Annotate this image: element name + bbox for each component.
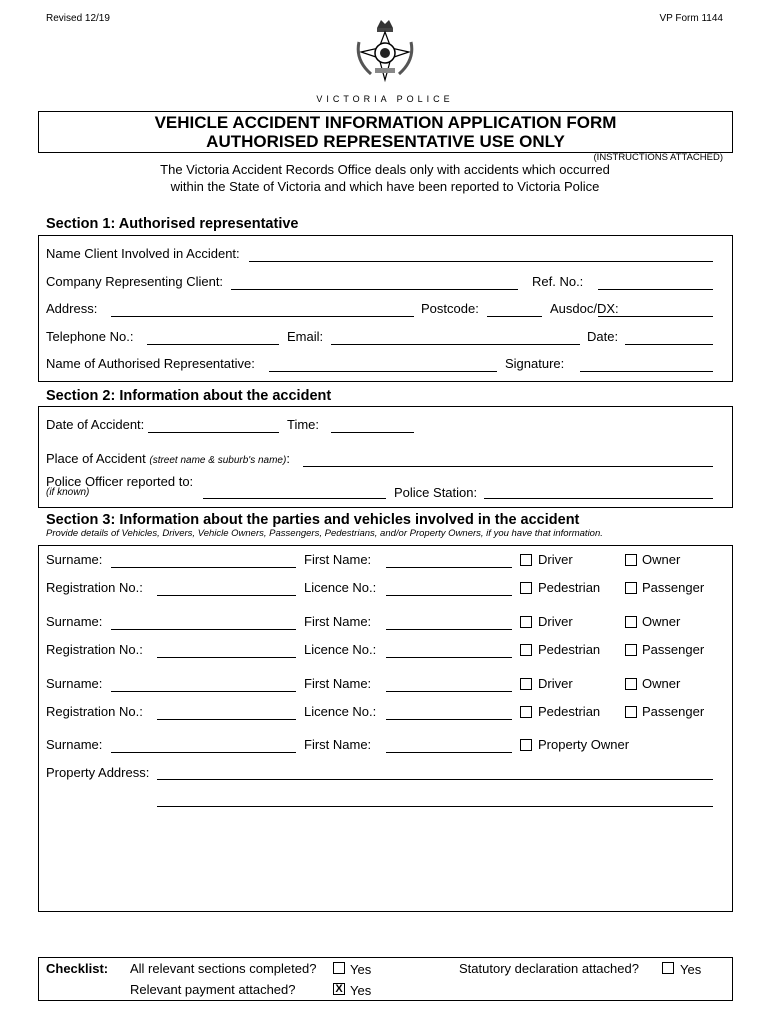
section3-subtitle: Provide details of Vehicles, Drivers, Vehicle Owners, Passengers, Pedestrians, and/or Property Owners, if you have that information.	[46, 528, 603, 539]
section3-box	[38, 545, 733, 912]
rep-name-field[interactable]	[269, 371, 497, 372]
pedestrian-checkbox[interactable]	[520, 582, 532, 594]
licence-field[interactable]	[386, 595, 512, 596]
accident-date-field[interactable]	[148, 432, 279, 433]
driver-label: Driver	[538, 676, 573, 691]
name-client-label: Name Client Involved in Accident:	[46, 246, 240, 261]
place-label	[46, 451, 290, 469]
surname-field[interactable]	[111, 691, 296, 692]
intro-line1: The Victoria Accident Records Office deals only with accidents which occurred	[160, 162, 610, 177]
owner-checkbox[interactable]	[625, 678, 637, 690]
surname-label: Surname:	[46, 676, 103, 691]
email-field[interactable]	[331, 344, 580, 345]
ref-field[interactable]	[598, 289, 713, 290]
ausdoc-label: Ausdoc/DX:	[550, 301, 619, 316]
company-label: Company Representing Client:	[46, 274, 224, 289]
passenger-checkbox[interactable]	[625, 644, 637, 656]
postcode-label: Postcode:	[421, 301, 479, 316]
passenger-checkbox[interactable]	[625, 706, 637, 718]
first-name-field[interactable]	[386, 567, 512, 568]
q1-label: All relevant sections completed?	[130, 961, 317, 976]
property-owner-label: Property Owner	[538, 737, 630, 752]
licence-field[interactable]	[386, 719, 512, 720]
licence-label: Licence No.:	[304, 642, 377, 657]
telephone-field[interactable]	[147, 344, 279, 345]
signature-label: Signature:	[505, 356, 565, 371]
time-field[interactable]	[331, 432, 414, 433]
driver-label: Driver	[538, 552, 573, 567]
passenger-checkbox[interactable]	[625, 582, 637, 594]
telephone-label: Telephone No.:	[46, 329, 134, 344]
station-field[interactable]	[484, 498, 713, 499]
instructions-note: (INSTRUCTIONS ATTACHED)	[593, 152, 723, 163]
registration-label: Registration No.:	[46, 580, 143, 595]
first-name-label: First Name:	[304, 676, 372, 691]
victoria-police-logo	[353, 16, 417, 88]
form-title-line2: AUTHORISED REPRESENTATIVE USE ONLY	[206, 132, 565, 151]
officer-hint: (if known)	[46, 487, 90, 498]
driver-checkbox[interactable]	[520, 554, 532, 566]
registration-field[interactable]	[157, 595, 296, 596]
licence-label: Licence No.:	[304, 704, 377, 719]
property-address-label: Property Address:	[46, 765, 150, 780]
org-name: VICTORIA POLICE	[316, 94, 454, 104]
q3-checkbox[interactable]: X	[333, 983, 345, 995]
ausdoc-field[interactable]	[598, 316, 713, 317]
surname-field[interactable]	[111, 752, 296, 753]
property-owner-checkbox[interactable]	[520, 739, 532, 751]
first-name-field[interactable]	[386, 629, 512, 630]
first-name-label: First Name:	[304, 737, 372, 752]
passenger-label: Passenger	[642, 704, 705, 719]
passenger-label: Passenger	[642, 642, 705, 657]
form-title-line1: VEHICLE ACCIDENT INFORMATION APPLICATION FORM	[154, 113, 617, 132]
q2-yes: Yes	[680, 962, 702, 977]
section2-title: Section 2: Information about the accident	[46, 388, 332, 404]
registration-label: Registration No.:	[46, 704, 143, 719]
place-colon: :	[286, 451, 290, 466]
station-label: Police Station:	[394, 485, 478, 500]
accident-date-label: Date of Accident:	[46, 417, 145, 432]
driver-checkbox[interactable]	[520, 616, 532, 628]
date-field[interactable]	[625, 344, 713, 345]
address-label: Address:	[46, 301, 98, 316]
registration-field[interactable]	[157, 657, 296, 658]
rep-name-label: Name of Authorised Representative:	[46, 356, 255, 371]
owner-label: Owner	[642, 676, 681, 691]
property-address-field-1[interactable]	[157, 779, 713, 780]
q1-checkbox[interactable]	[333, 962, 345, 974]
surname-label: Surname:	[46, 737, 103, 752]
postcode-field[interactable]	[487, 316, 542, 317]
q2-label: Statutory declaration attached?	[459, 961, 639, 976]
surname-label: Surname:	[46, 552, 103, 567]
driver-checkbox[interactable]	[520, 678, 532, 690]
q3-yes: Yes	[350, 983, 372, 998]
officer-field[interactable]	[203, 498, 386, 499]
company-field[interactable]	[231, 289, 518, 290]
intro-line2: within the State of Victoria and which have been reported to Victoria Police	[170, 179, 600, 194]
first-name-label: First Name:	[304, 552, 372, 567]
q1-yes: Yes	[350, 962, 372, 977]
q3-label: Relevant payment attached?	[130, 982, 296, 997]
owner-checkbox[interactable]	[625, 554, 637, 566]
ref-label: Ref. No.:	[532, 274, 584, 289]
place-label-text: Place of Accident	[46, 451, 146, 466]
first-name-field[interactable]	[386, 691, 512, 692]
revised-date: Revised 12/19	[46, 13, 110, 24]
passenger-label: Passenger	[642, 580, 705, 595]
email-label: Email:	[287, 329, 324, 344]
place-field[interactable]	[303, 466, 713, 467]
pedestrian-label: Pedestrian	[538, 704, 601, 719]
first-name-field[interactable]	[386, 752, 512, 753]
pedestrian-label: Pedestrian	[538, 580, 601, 595]
licence-field[interactable]	[386, 657, 512, 658]
driver-label: Driver	[538, 614, 573, 629]
officer-label: Police Officer reported to:	[46, 474, 194, 489]
first-name-label: First Name:	[304, 614, 372, 629]
place-hint: (street name & suburb's name)	[149, 455, 287, 466]
registration-field[interactable]	[157, 719, 296, 720]
pedestrian-label: Pedestrian	[538, 642, 601, 657]
date-label: Date:	[587, 329, 619, 344]
pedestrian-checkbox[interactable]	[520, 644, 532, 656]
signature-field[interactable]	[580, 371, 713, 372]
name-client-field[interactable]	[249, 261, 713, 262]
form-number: VP Form 1144	[659, 13, 723, 24]
time-label: Time:	[287, 417, 320, 432]
section3-title: Section 3: Information about the parties and vehicles involved in the accident	[46, 512, 580, 528]
address-field[interactable]	[111, 316, 414, 317]
owner-label: Owner	[642, 552, 681, 567]
surname-field[interactable]	[111, 567, 296, 568]
owner-checkbox[interactable]	[625, 616, 637, 628]
q2-checkbox[interactable]	[662, 962, 674, 974]
surname-field[interactable]	[111, 629, 296, 630]
surname-label: Surname:	[46, 614, 103, 629]
owner-label: Owner	[642, 614, 681, 629]
section1-title: Section 1: Authorised representative	[46, 216, 299, 232]
pedestrian-checkbox[interactable]	[520, 706, 532, 718]
property-address-field-2[interactable]	[157, 806, 713, 807]
registration-label: Registration No.:	[46, 642, 143, 657]
licence-label: Licence No.:	[304, 580, 377, 595]
checklist-title: Checklist:	[46, 961, 109, 976]
